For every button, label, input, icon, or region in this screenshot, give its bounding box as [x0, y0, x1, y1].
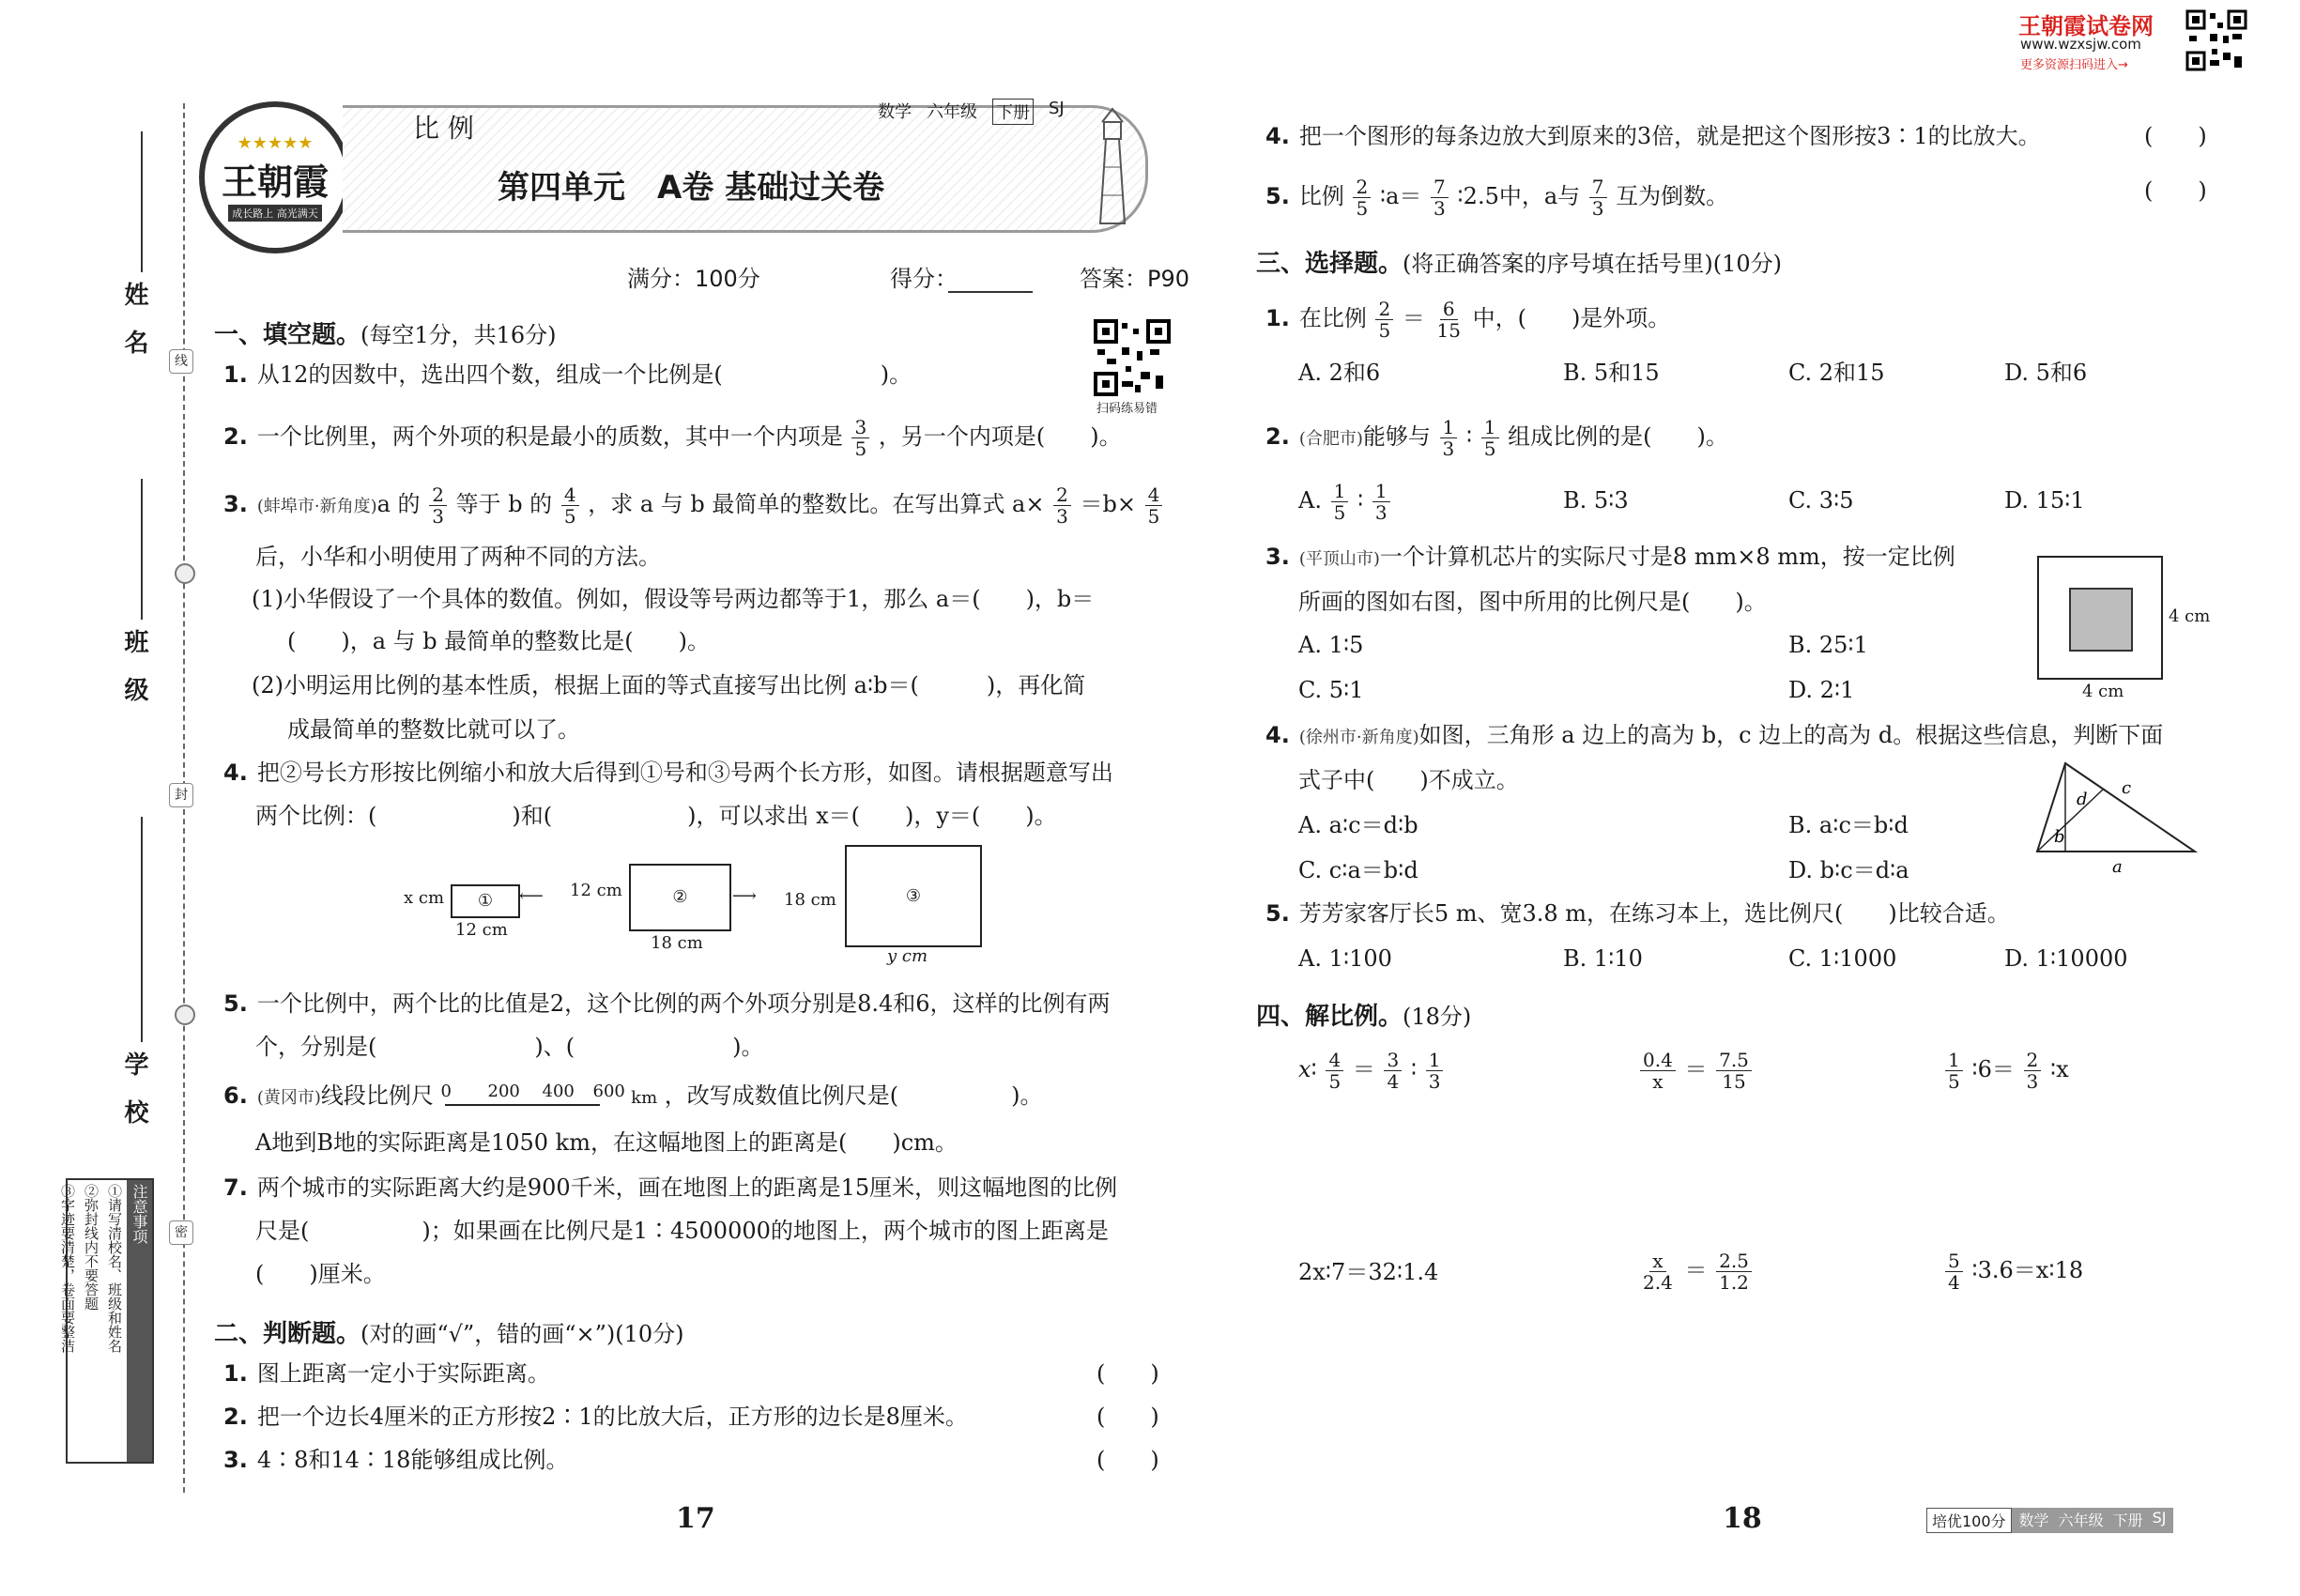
s1-q3-part1: (1)小华假设了一个具体的数值。例如，假设等号两边都等于1，那么 a＝( )，b＝ — [252, 586, 1095, 612]
s1-q7: 7. 两个城市的实际距离大约是900千米，画在地图上的距离是15厘米，则这幅地图的比例 — [223, 1174, 1118, 1201]
s2-q5: 5. 比例 $\frac{2}{5}$ ∶a＝ $\frac{7}{3}$ ∶2.5中，a与 $\frac{7}{3}$ 互为倒数。 — [1265, 176, 1729, 220]
cut-mark: 密 — [169, 1220, 193, 1245]
s3-q2-opt-b[interactable]: B. 5∶3 — [1563, 487, 1629, 514]
s3-q4-opt-a[interactable]: A. a∶c＝d∶b — [1298, 812, 1418, 838]
star-icon: ★★★★★ — [237, 133, 314, 153]
s3-q5-opt-c[interactable]: C. 1∶1000 — [1788, 945, 1897, 972]
name-label: 姓 名 — [120, 282, 148, 362]
s3-q5-opt-d[interactable]: D. 1∶10000 — [2004, 945, 2128, 972]
school-label: 学 校 — [120, 1051, 148, 1132]
s2-q3: 3. 4∶8和14∶18能够组成比例。 — [223, 1447, 569, 1473]
triangle-figure — [2028, 756, 2206, 878]
section4-title: 四、解比例。(18分) — [1256, 1003, 1472, 1031]
scale-bar: 0 200 400 600 — [441, 1083, 624, 1112]
name-field[interactable] — [141, 131, 143, 272]
section2-title: 二、判断题。(对的画“√”，错的画“×”)(10分) — [214, 1320, 684, 1348]
a1-label: 12 cm — [570, 881, 622, 900]
label-b: b — [2054, 827, 2065, 847]
binding-ring — [175, 1005, 195, 1025]
equation-5: $\frac{x}{2.4}$ ＝ $\frac{2.5}{1.2}$ — [1638, 1251, 1754, 1293]
s1-q3-part2b: 成最简单的整数比就可以了。 — [287, 716, 580, 743]
w1-label: 12 cm — [455, 920, 508, 940]
s3-q3-opt-b[interactable]: B. 25∶1 — [1788, 632, 1868, 658]
label-a: a — [2112, 857, 2123, 877]
cut-mark: 封 — [169, 783, 193, 807]
equation-2: $\frac{0.4}{x}$ ＝ $\frac{7.5}{15}$ — [1638, 1050, 1754, 1092]
lighthouse-icon — [1080, 101, 1145, 233]
s3-q2-opt-d[interactable]: D. 15∶1 — [2004, 487, 2085, 514]
s1-q6-line2: A地到B地的实际距离是1050 km，在这幅地图上的距离是( )cm。 — [255, 1129, 958, 1156]
y-label: y cm — [887, 946, 928, 966]
s1-q3-line2: 后，小华和小明使用了两种不同的方法。 — [255, 544, 661, 570]
s3-q3-line2: 所画的图如右图，图中所用的比例尺是( )。 — [1298, 589, 1767, 615]
s1-q7-line3: ( )厘米。 — [255, 1261, 386, 1287]
s2-q2-blank[interactable]: ( ) — [1096, 1404, 1159, 1430]
s3-q4-opt-d[interactable]: D. b∶c＝d∶a — [1788, 857, 1909, 883]
notice-item: ②弥封线内不要答题 — [83, 1184, 100, 1311]
page-number-right: 18 — [1723, 1502, 1762, 1535]
s3-q2: 2. (合肥市)能够与 $\frac{1}{3}$ ∶ $\frac{1}{5}$ 组成比例的是( )。 — [1265, 416, 1728, 460]
site-tip: 更多资源扫码进入→ — [2020, 58, 2128, 72]
chip-width-label: 4 cm — [2082, 682, 2124, 701]
qr-code-icon[interactable] — [1094, 319, 1171, 396]
answer-page: 答案：P90 — [1080, 266, 1190, 292]
s1-q7-line2: 尺是( )；如果画在比例尺是1∶4500000的地图上，两个城市的图上距离是 — [255, 1218, 1109, 1244]
s2-q2: 2. 把一个边长4厘米的正方形按2∶1的比放大后，正方形的边长是8厘米。 — [223, 1404, 968, 1430]
logo-text: 王朝霞 — [221, 161, 329, 203]
arrow-right-icon: ⟶ — [732, 886, 757, 906]
notice-item: ③字迹要清楚，卷面要整洁 — [59, 1184, 76, 1353]
s3-q1: 1. 在比例 $\frac{2}{5}$ ＝ $\frac{6}{15}$ 中，( )是外项。 — [1265, 298, 1671, 342]
s3-q2-opt-c[interactable]: C. 3∶5 — [1788, 487, 1854, 514]
s2-q5-blank[interactable]: ( ) — [2144, 177, 2207, 204]
fraction: $\frac{3}{5}$ — [851, 417, 869, 459]
x-label: x cm — [404, 888, 445, 908]
notice-item: ①请写清校名、班级和姓名 — [106, 1184, 123, 1353]
s3-q1-opt-a[interactable]: A. 2和6 — [1298, 360, 1381, 386]
notice-title: 注意事项 — [127, 1180, 152, 1462]
s3-q4-line2: 式子中( )不成立。 — [1298, 767, 1519, 793]
s2-q4: 4. 把一个图形的每条边放大到原来的3倍，就是把这个图形按3∶1的比放大。 — [1265, 123, 2041, 149]
s2-q3-blank[interactable]: ( ) — [1096, 1447, 1159, 1473]
s3-q1-opt-c[interactable]: C. 2和15 — [1788, 360, 1885, 386]
s1-q3: 3. (蚌埠市·新角度)a 的 $\frac{2}{3}$ 等于 b 的 $\frac{4}{5}$ ，求 a 与 b 最简单的整数比。在写出算式 a× $\frac{2}{3}$ ＝b× $\frac{4}{5}$ — [223, 484, 1164, 527]
subject-tags — [878, 99, 1065, 125]
s3-q5-opt-b[interactable]: B. 1∶10 — [1563, 945, 1643, 972]
s2-q1: 1. 图上距离一定小于实际距离。 — [223, 1360, 550, 1387]
s1-q1: 1. 从12的因数中，选出四个数，组成一个比例是( )。 — [223, 361, 912, 388]
s1-q4-line2: 两个比例：( )和( )，可以求出 x＝( )，y＝( )。 — [255, 803, 1057, 829]
s1-q3-part2: (2)小明运用比例的基本性质，根据上面的等式直接写出比例 a∶b＝( )，再化简 — [252, 672, 1086, 698]
s3-q3-opt-a[interactable]: A. 1∶5 — [1298, 632, 1364, 658]
s3-q4-opt-b[interactable]: B. a∶c＝b∶d — [1788, 812, 1909, 838]
s3-q3-opt-d[interactable]: D. 2∶1 — [1788, 677, 1855, 703]
subject-tag: 六年级 — [927, 102, 977, 122]
rect-2: ② — [629, 864, 731, 931]
subject-tag: 下册 — [992, 99, 1034, 125]
exam-title: 第四单元 A卷 基础过关卷 — [498, 169, 885, 207]
label-d: d — [2077, 790, 2088, 809]
chip-inner-square — [2069, 588, 2133, 652]
w2-label: 18 cm — [651, 933, 703, 953]
section3-title: 三、选择题。(将正确答案的序号填在括号里)(10分) — [1256, 250, 1783, 278]
s1-q3-part1b: ( )，a 与 b 最简单的整数比是( )。 — [287, 628, 711, 654]
s1-q2: 2. 一个比例里，两个外项的积是最小的质数，其中一个内项是 $\frac{3}{5}$ ，另一个内项是( )。 — [223, 416, 1122, 460]
score-field[interactable] — [948, 291, 1033, 293]
label-c: c — [2122, 778, 2132, 798]
full-score: 满分：100分 — [627, 266, 760, 292]
school-field[interactable] — [141, 817, 143, 1042]
footer-series — [1926, 1508, 2173, 1533]
s3-q2-opt-a[interactable]: A. $\frac{1}{5}$ ∶ $\frac{1}{3}$ — [1298, 481, 1392, 523]
class-field[interactable] — [141, 479, 143, 620]
subject-tag: SJ — [1049, 99, 1065, 118]
s1-q6: 6. (黄冈市)线段比例尺 0 200 400 600 km ，改写成数值比例尺是( )。 — [223, 1082, 1043, 1113]
class-label: 班 级 — [120, 629, 148, 710]
s1-q5: 5. 一个比例中，两个比的比值是2，这个比例的两个外项分别是8.4和6，这样的比例有两 — [223, 990, 1111, 1017]
chip-height-label: 4 cm — [2169, 606, 2211, 626]
binding-ring — [175, 563, 195, 584]
s3-q3-opt-c[interactable]: C. 5∶1 — [1298, 677, 1364, 703]
q4-figure — [399, 845, 1000, 976]
section1-title: 一、填空题。(每空1分，共16分) — [214, 321, 557, 349]
chip-figure — [2037, 556, 2163, 680]
s3-q3: 3. (平顶山市)一个计算机芯片的实际尺寸是8 mm×8 mm，按一定比例 — [1265, 544, 1955, 570]
rect-3: ③ — [845, 845, 982, 947]
s2-q1-blank[interactable]: ( ) — [1096, 1360, 1159, 1387]
site-name[interactable]: 王朝霞试卷网 — [2018, 13, 2154, 39]
subject-tag: 数学 — [878, 102, 912, 122]
s2-q4-blank[interactable]: ( ) — [2144, 123, 2207, 149]
equation-6: $\frac{5}{4}$ ∶3.6＝x∶18 — [1943, 1251, 2083, 1293]
s3-q4: 4. (徐州市·新角度)如图，三角形 a 边上的高为 b，c 边上的高为 d。根据这些信息，判断下面 — [1265, 722, 2164, 748]
s3-q1-opt-b[interactable]: B. 5和15 — [1563, 360, 1660, 386]
arrow-left-icon: ⟵ — [519, 886, 544, 906]
qr-caption: 扫码练易错 — [1096, 402, 1158, 416]
rect-1: ① — [451, 884, 520, 918]
brand-logo — [199, 101, 351, 253]
s3-q4-opt-c[interactable]: C. c∶a＝b∶d — [1298, 857, 1418, 883]
s1-q5-line2: 个，分别是( )、( )。 — [255, 1034, 764, 1060]
s3-q1-opt-d[interactable]: D. 5和6 — [2004, 360, 2088, 386]
notice-box — [59, 1178, 154, 1464]
site-qr-code-icon[interactable] — [2185, 9, 2247, 71]
footer-tags: 数学 六年级 下册 SJ — [2012, 1508, 2174, 1533]
a2-label: 18 cm — [784, 890, 836, 910]
logo-slogan: 成长路上 高光满天 — [228, 205, 322, 222]
site-url[interactable]: www.wzxsjw.com — [2020, 36, 2141, 53]
s1-q4: 4. 把②号长方形按比例缩小和放大后得到①号和③号两个长方形，如图。请根据题意写出 — [223, 760, 1113, 786]
s3-q5: 5. 芳芳家客厅长5 m、宽3.8 m，在练习本上，选比例尺( )比较合适。 — [1265, 900, 2010, 927]
series-label: 培优100分 — [1926, 1508, 2012, 1533]
cut-mark: 线 — [169, 349, 193, 374]
equation-1: x∶ $\frac{4}{5}$ ＝ $\frac{3}{4}$ ∶ $\frac{1}{3}$ — [1298, 1050, 1445, 1092]
chapter-label: 比 例 — [413, 113, 474, 144]
equation-3: $\frac{1}{5}$ ∶6＝ $\frac{2}{3}$ ∶x — [1943, 1050, 2069, 1092]
s3-q5-opt-a[interactable]: A. 1∶100 — [1298, 945, 1392, 972]
score-label: 得分： — [890, 266, 958, 292]
equation-4: 2x∶7＝32∶1.4 — [1298, 1259, 1439, 1285]
page-number-left: 17 — [676, 1502, 715, 1535]
